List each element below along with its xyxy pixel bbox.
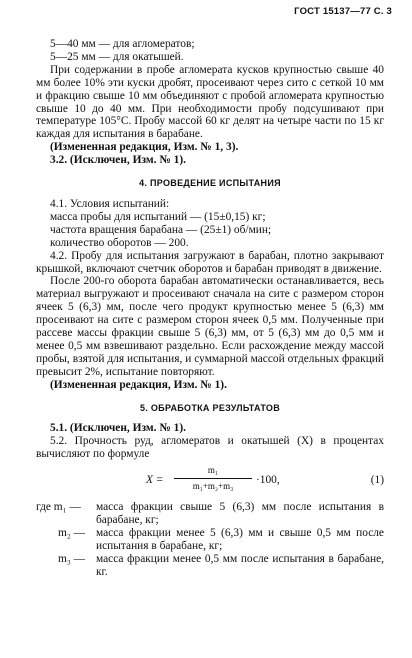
clause-4-2: 4.2. Пробу для испытания загружают в барабан, плотно закрывают крышкой, включают счетчик оборотов и барабан приводят в движение.	[36, 249, 384, 275]
formula-legend	[36, 501, 384, 578]
condition-rotation-frequency: частота вращения барабана — (25±1) об/мин;	[50, 223, 272, 236]
legend-symbol-m2: m₂ —	[58, 527, 86, 539]
clause-5-1: 5.1. (Исключен, Изм. № 1).	[50, 422, 186, 435]
revision-note-2: (Измененная редакция, Изм. № 1).	[50, 378, 227, 391]
formula-lhs: X =	[146, 474, 164, 487]
legend-text-m3: масса фракции менее 0,5 мм после испытания в барабане, кг.	[96, 552, 384, 578]
page-header: ГОСТ 15137—77 С. 3	[294, 6, 392, 17]
formula-number: (1)	[370, 474, 384, 487]
formula-multiplier: ·100,	[256, 474, 280, 487]
condition-revolutions: количество оборотов — 200.	[50, 236, 189, 249]
legend-text-m1: масса фракции свыше 5 (6,3) мм после испытания в барабане, кг;	[96, 501, 384, 527]
legend-symbol-m1: где m₁ —	[36, 501, 81, 514]
paragraph-sample-prep: При содержании в пробе агломерата кусков крупностью свыше 40 мм более 10% эти куски дробят, просеивают через сито с сеткой 10 мм и фракцию свыше 10 мм объединяют с пробой агломерата крупностью свыше 10 до 40 мм. При необходимости пробу подсушивают при температуре 105°С. Пробу массой 60 кг делят на четыре части по 15 кг каждая для испытания в барабане.	[36, 63, 384, 141]
legend-item	[36, 553, 384, 579]
fraction-bar	[174, 478, 252, 479]
formula-fraction	[174, 465, 252, 492]
formula-denominator: m₁+m₂+m₃	[192, 481, 234, 492]
condition-sample-mass: масса пробы для испытаний — (15±0,15) кг;	[50, 210, 266, 223]
formula-numerator: m₁	[207, 465, 219, 476]
revision-note-1: (Измененная редакция, Изм. № 1, 3).	[50, 141, 239, 154]
legend-item	[36, 501, 384, 527]
clause-5-2: 5.2. Прочность руд, агломератов и окатышей (X) в процентах вычисляют по формуле	[36, 435, 384, 461]
clause-3-2: 3.2. (Исключен, Изм. № 1).	[50, 154, 186, 167]
paragraph-sieving: После 200-го оборота барабан автоматически останавливается, весь материал выгружают и просеивают сначала на сите с размером сторон ячеек 5 (6,3) мм, после чего продукт крупностью менее 5 (6,3) мм просеивают на сите с размером сторон ячеек 0,5 мм. Полученные при рассеве массы фракции свыше 5 (6,3) мм, от 5 (6,3) мм до 0,5 мм и менее 0,5 мм взвешивают раздельно. Если расхождение между массой пробы, взятой для испытания, и суммарной массой отдельных фракций превысит 2%, испытание повторяют.	[36, 275, 384, 378]
section-5-heading: 5. ОБРАБОТКА РЕЗУЛЬТАТОВ	[139, 402, 281, 413]
clause-4-1: 4.1. Условия испытаний:	[50, 197, 170, 210]
page-body	[36, 38, 384, 579]
legend-symbol-m3: m₃ —	[58, 552, 86, 565]
legend-item	[36, 527, 384, 553]
section-4-heading: 4. ПРОВЕДЕНИЕ ИСПЫТАНИЯ	[139, 178, 281, 189]
strength-formula	[36, 465, 384, 495]
size-range-pellets: 5—25 мм — для окатышей.	[50, 50, 184, 63]
legend-text-m2: масса фракции менее 5 (6,3) мм и свыше 0,5 мм после испытания в барабане, кг;	[96, 527, 384, 552]
size-range-agglomerates: 5—40 мм — для агломератов;	[50, 38, 195, 50]
